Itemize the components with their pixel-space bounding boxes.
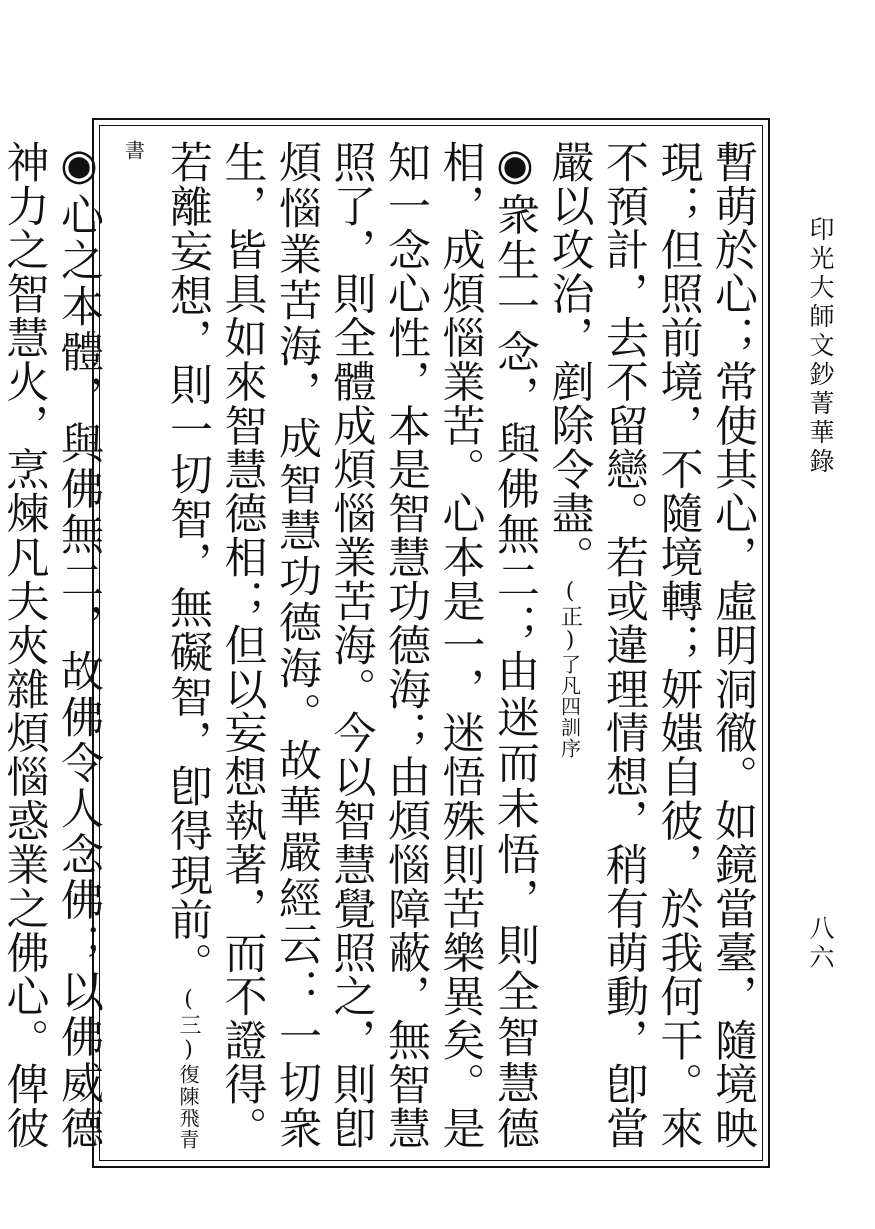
running-head: 印光大師文鈔菁華錄 bbox=[806, 216, 835, 477]
note-text-1: 了凡四訓序 bbox=[557, 654, 582, 759]
paragraph-1-text: 暫萌於心；常使其心，虛明洞徹。如鏡當臺，隨境映現；但照前境，不隨境轉；妍媸自彼，於我何干。來不預計，去不留戀。若或違理情想，稍有萌動，卽當嚴以攻治，剷除令盡。 bbox=[544, 140, 758, 1150]
paragraph-1 bbox=[542, 140, 760, 1150]
note-mark-1: (正) bbox=[557, 579, 583, 654]
text-body bbox=[0, 140, 760, 1150]
paragraph-2-text: ◉衆生一念，與佛無二；由迷而未悟，則全智慧德相，成煩惱業苦。心本是一，迷悟殊則苦樂異矣。是知一念心性，本是智慧功德海；由煩惱障蔽，無智慧照了，則全體成煩惱業苦海。今以智慧覺照之，則卽煩惱業苦海，成智慧功德海。故華嚴經云：一切衆生，皆具如來智慧德相；但以妄想執著，而不證得。若離妄想，則一切智，無礙智，卽得現前。 bbox=[163, 140, 540, 1150]
paragraph-2 bbox=[106, 140, 542, 1150]
page-number: 八六 bbox=[806, 915, 835, 973]
paragraph-3-text: ◉心之本體，與佛無二，故佛令人念佛；以佛威德神力之智慧火，烹煉凡夫夾雜煩惱惑業之佛心。俾彼 bbox=[0, 140, 104, 1150]
note-mark-2: (三) bbox=[176, 986, 201, 1064]
paragraph-1-note bbox=[558, 579, 582, 759]
paragraph-3 bbox=[0, 140, 106, 1150]
note-text-2: 復陳飛青書 bbox=[121, 140, 200, 1150]
